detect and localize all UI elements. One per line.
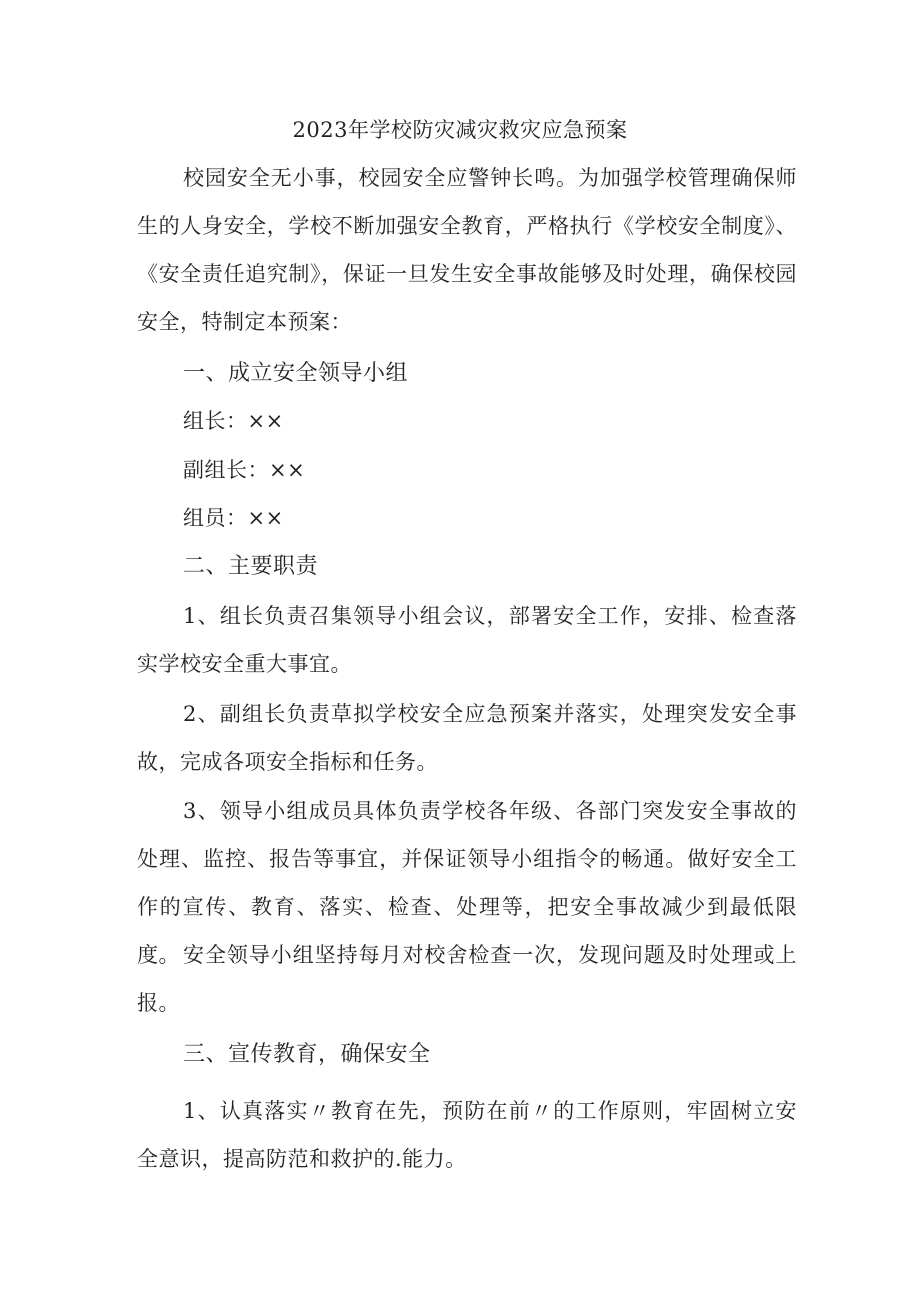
section-3-heading: 三、宣传教育，确保安全 — [183, 1042, 431, 1067]
document-title: 2023年学校防灾减灾救灾应急预案 — [292, 118, 628, 142]
intro-paragraph: 校园安全无小事，校园安全应警钟长鸣。为加强学校管理确保师生的人身安全，学校不断加强安全教育，严格执行《学校安全制度》、《安全责任追究制》，保证一旦发生安全事故能够及时处理，确保校园安全，特制定本预案： — [137, 166, 797, 334]
members-line: 组员：×× — [183, 506, 284, 530]
section-1-heading: 一、成立安全领导小组 — [183, 361, 409, 386]
deputy-leader-line: 副组长：×× — [183, 458, 306, 482]
duty-item-2: 2、副组长负责草拟学校安全应急预案并落实，处理突发安全事故，完成各项安全指标和任务。 — [137, 702, 797, 774]
education-item-1: 1、认真落实〃教育在先，预防在前〃的工作原则，牢固树立安全意识，提高防范和救护的.能力。 — [137, 1099, 797, 1171]
duty-item-1: 1、组长负责召集领导小组会议，部署安全工作，安排、检查落实学校安全重大事宜。 — [137, 604, 797, 676]
section-2-heading: 二、主要职责 — [183, 554, 319, 579]
leader-line: 组长：×× — [183, 409, 284, 433]
inspection-paragraph: 安全领导小组坚持每月对校舍检查一次，发现问题及时处理或上报。 — [137, 943, 797, 1015]
duty-item-3: 3、领导小组成员具体负责学校各年级、各部门突发安全事故的处理、监控、报告等事宜，并保证领导小组指令的畅通。做好安全工作的宣传、教育、落实、检查、处理等，把安全事故减少到最低限度。 — [137, 799, 797, 967]
